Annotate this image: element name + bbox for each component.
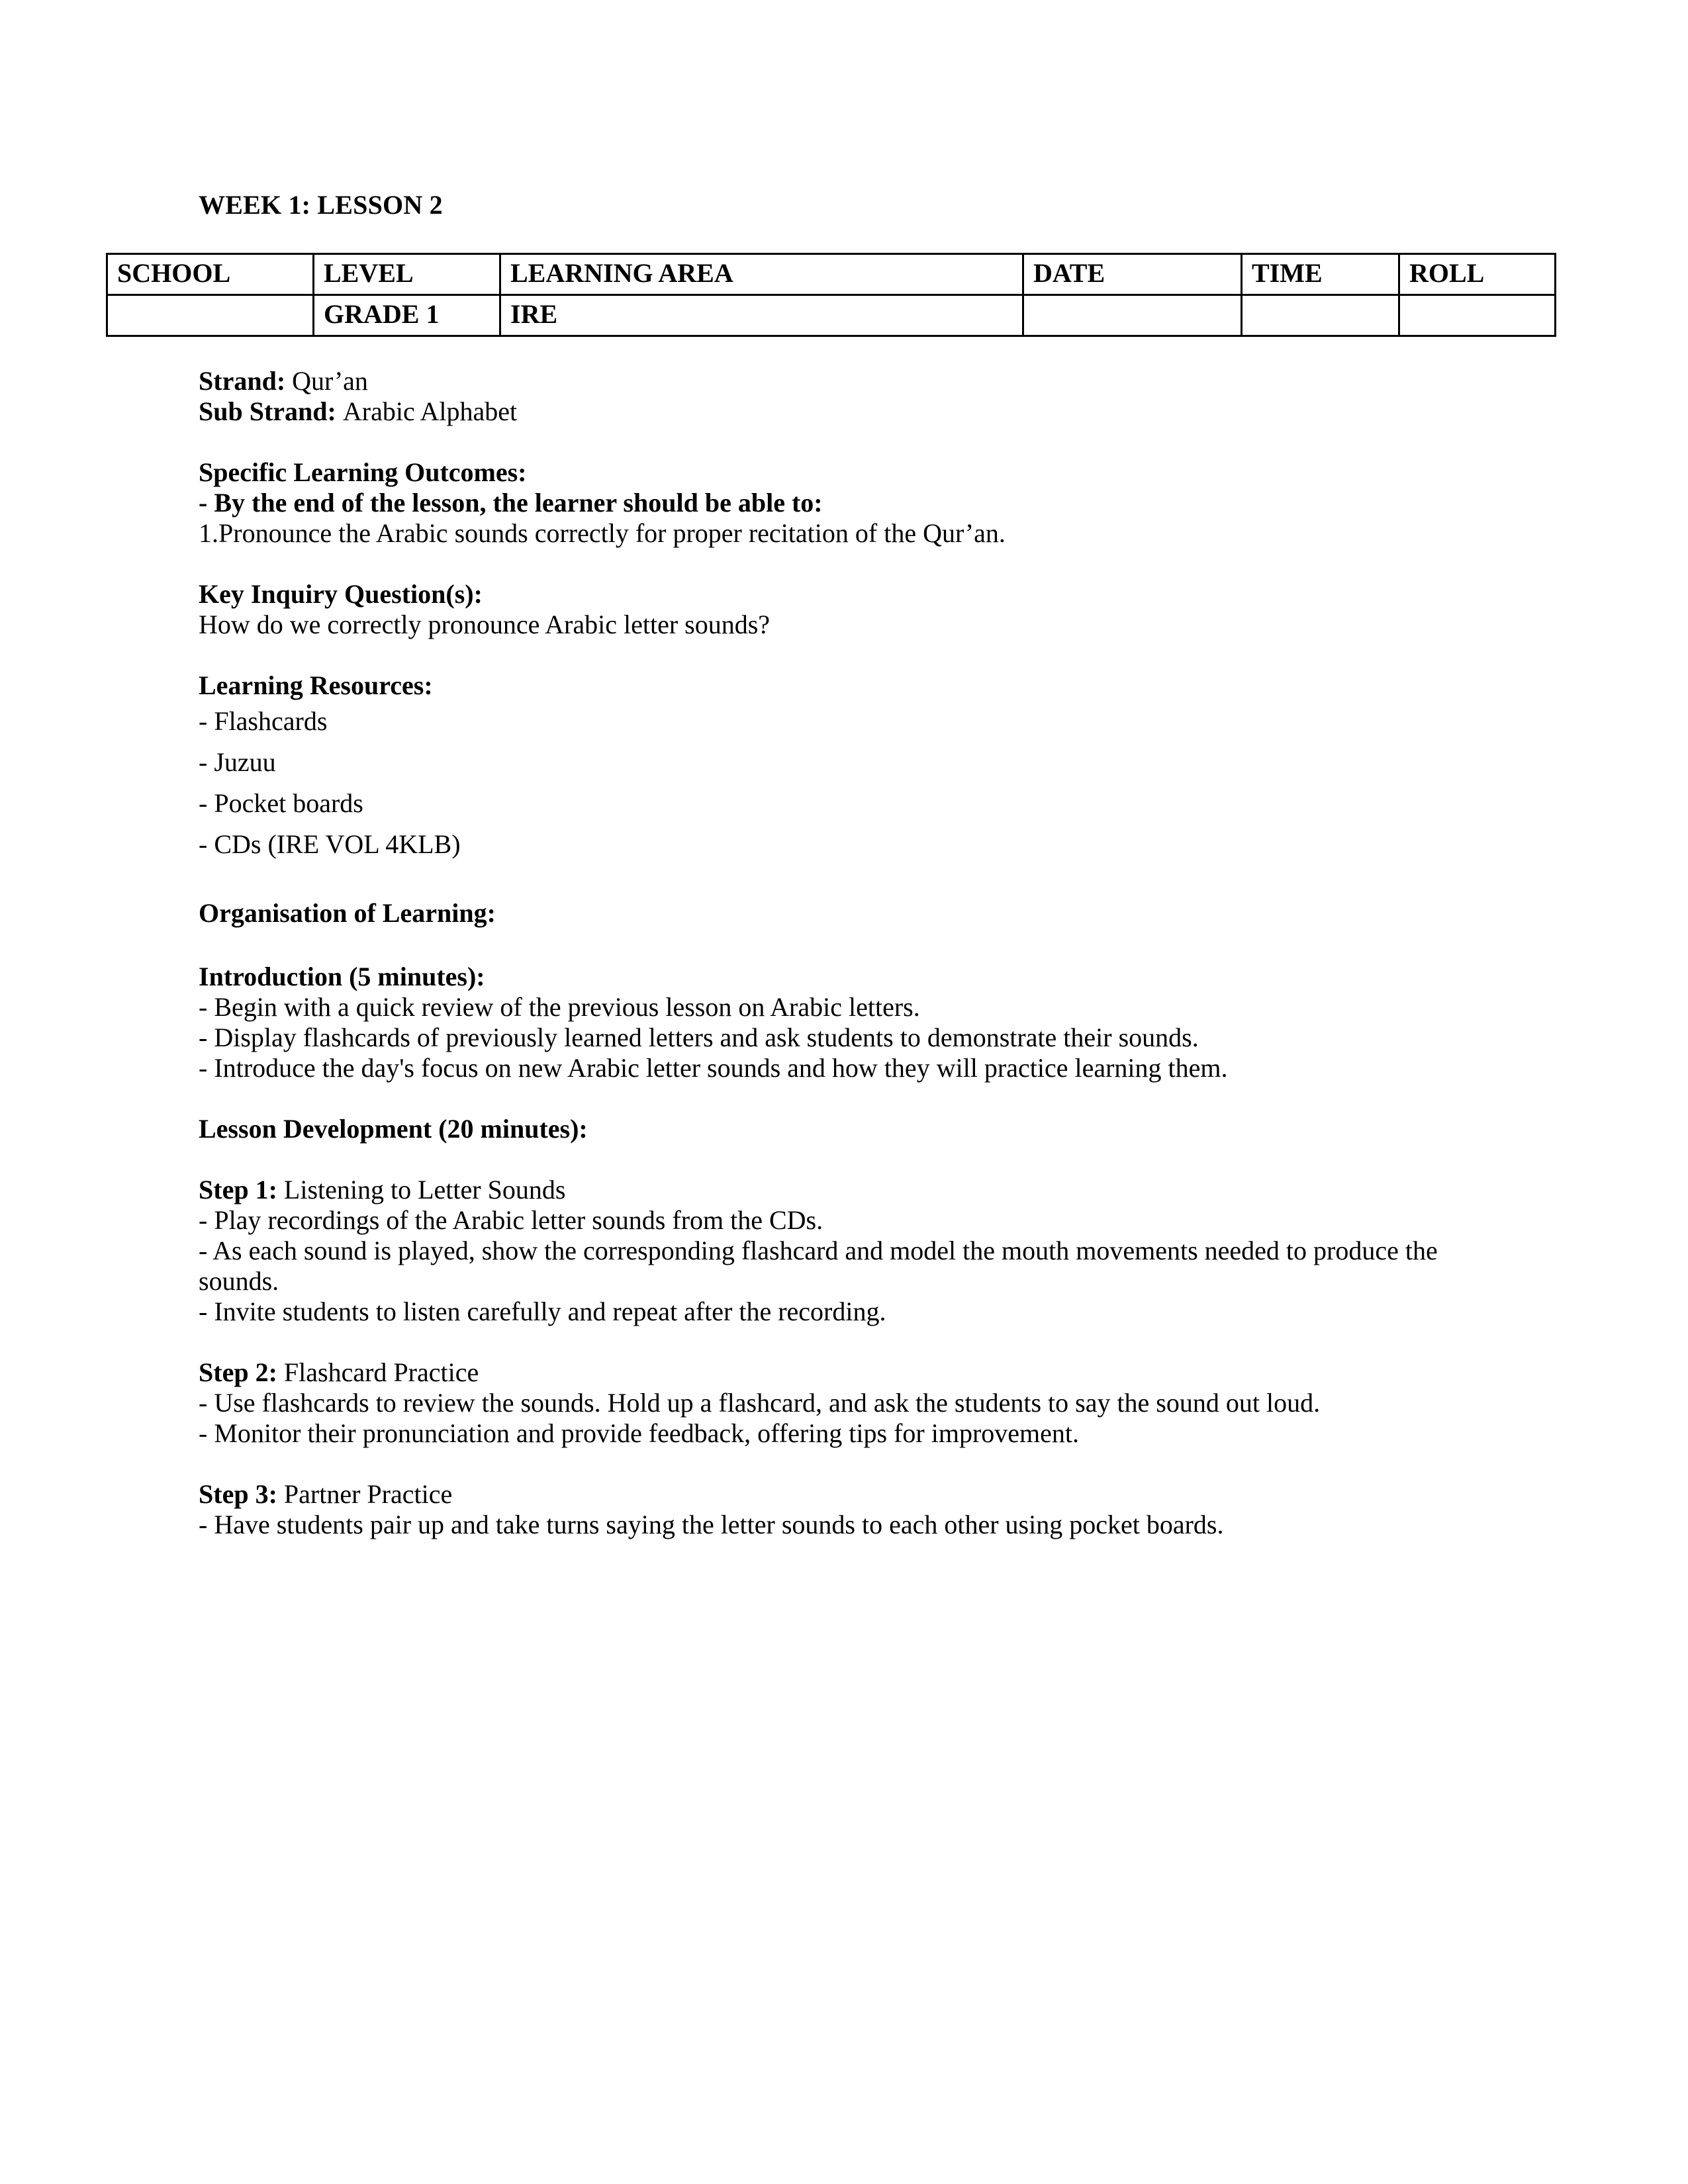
cell-date[interactable] — [1023, 295, 1242, 336]
column-header-level: LEVEL — [314, 254, 500, 295]
spacer — [199, 865, 1489, 898]
spacer — [199, 640, 1489, 670]
column-header-date: DATE — [1023, 254, 1242, 295]
spacer — [199, 1144, 1489, 1175]
sub-strand-label: Sub Strand: — [199, 396, 336, 427]
spacer — [199, 929, 1489, 962]
sub-strand-line — [199, 396, 1489, 427]
strand-value: Qur’an — [292, 366, 368, 396]
cell-learning-area[interactable]: IRE — [500, 295, 1023, 336]
organisation-of-learning-heading: Organisation of Learning: — [199, 898, 496, 929]
key-inquiry-heading: Key Inquiry Question(s): — [199, 579, 483, 610]
spacer — [199, 549, 1489, 579]
step-1-title: Listening to Letter Sounds — [283, 1175, 566, 1205]
list-item: - Pocket boards — [199, 788, 363, 819]
specific-learning-outcomes-heading: Specific Learning Outcomes: — [199, 457, 527, 488]
step-1-label: Step 1: — [199, 1175, 277, 1205]
cell-time[interactable] — [1242, 295, 1399, 336]
strand-line — [199, 366, 1489, 396]
learning-outcome-item: 1.Pronounce the Arabic sounds correctly for proper recitation of the Qur’an. — [199, 518, 1006, 549]
list-item: - Begin with a quick review of the previous lesson on Arabic letters. — [199, 992, 920, 1023]
page-title: WEEK 1: LESSON 2 — [199, 190, 443, 220]
cell-school[interactable] — [107, 295, 314, 336]
lesson-development-heading: Lesson Development (20 minutes): — [199, 1114, 588, 1144]
list-item: - Play recordings of the Arabic letter sounds from the CDs. — [199, 1205, 823, 1236]
list-item: - Monitor their pronunciation and provide feedback, offering tips for improvement. — [199, 1418, 1079, 1449]
spacer — [199, 1327, 1489, 1357]
list-item: - As each sound is played, show the corresponding flashcard and model the mouth movements needed to produce the sounds. — [199, 1236, 1438, 1297]
cell-roll[interactable] — [1399, 295, 1556, 336]
key-inquiry-question: How do we correctly pronounce Arabic letter sounds? — [199, 610, 771, 640]
step-2-label: Step 2: — [199, 1357, 277, 1388]
introduction-heading: Introduction (5 minutes): — [199, 962, 485, 992]
lesson-info-table — [106, 253, 1556, 337]
table-row — [107, 295, 1556, 336]
list-item: - Juzuu — [199, 747, 276, 778]
spacer — [199, 427, 1489, 457]
lesson-info-table-wrapper — [106, 253, 1582, 337]
spacer — [199, 1449, 1489, 1479]
list-item: - Display flashcards of previously learned letters and ask students to demonstrate their sounds. — [199, 1023, 1199, 1053]
step-3-title: Partner Practice — [283, 1479, 453, 1510]
sub-strand-value: Arabic Alphabet — [342, 396, 518, 427]
list-item: - Flashcards — [199, 706, 328, 737]
strand-label: Strand: — [199, 366, 286, 396]
list-item: - Introduce the day's focus on new Arabic letter sounds and how they will practice learning them. — [199, 1053, 1228, 1083]
column-header-roll: ROLL — [1399, 254, 1556, 295]
learning-resources-heading: Learning Resources: — [199, 670, 433, 701]
column-header-school: SCHOOL — [107, 254, 314, 295]
step-3-title-line — [199, 1479, 1489, 1510]
step-2-title: Flashcard Practice — [283, 1357, 479, 1388]
step-1-title-line — [199, 1175, 1489, 1205]
column-header-time: TIME — [1242, 254, 1399, 295]
column-header-learning-area: LEARNING AREA — [500, 254, 1023, 295]
step-2-title-line — [199, 1357, 1489, 1388]
list-item: - Invite students to listen carefully and repeat after the recording. — [199, 1297, 886, 1327]
lesson-body — [199, 366, 1489, 1540]
step-3-label: Step 3: — [199, 1479, 277, 1510]
list-item: - CDs (IRE VOL 4KLB) — [199, 829, 461, 860]
specific-learning-outcomes-subheading: - By the end of the lesson, the learner should be able to: — [199, 488, 823, 518]
list-item: - Use flashcards to review the sounds. Hold up a flashcard, and ask the students to say the sound out loud. — [199, 1388, 1321, 1418]
cell-level[interactable]: GRADE 1 — [314, 295, 500, 336]
list-item: - Have students pair up and take turns saying the letter sounds to each other using pocket boards. — [199, 1510, 1224, 1540]
table-header-row — [107, 254, 1556, 295]
spacer — [199, 1083, 1489, 1114]
